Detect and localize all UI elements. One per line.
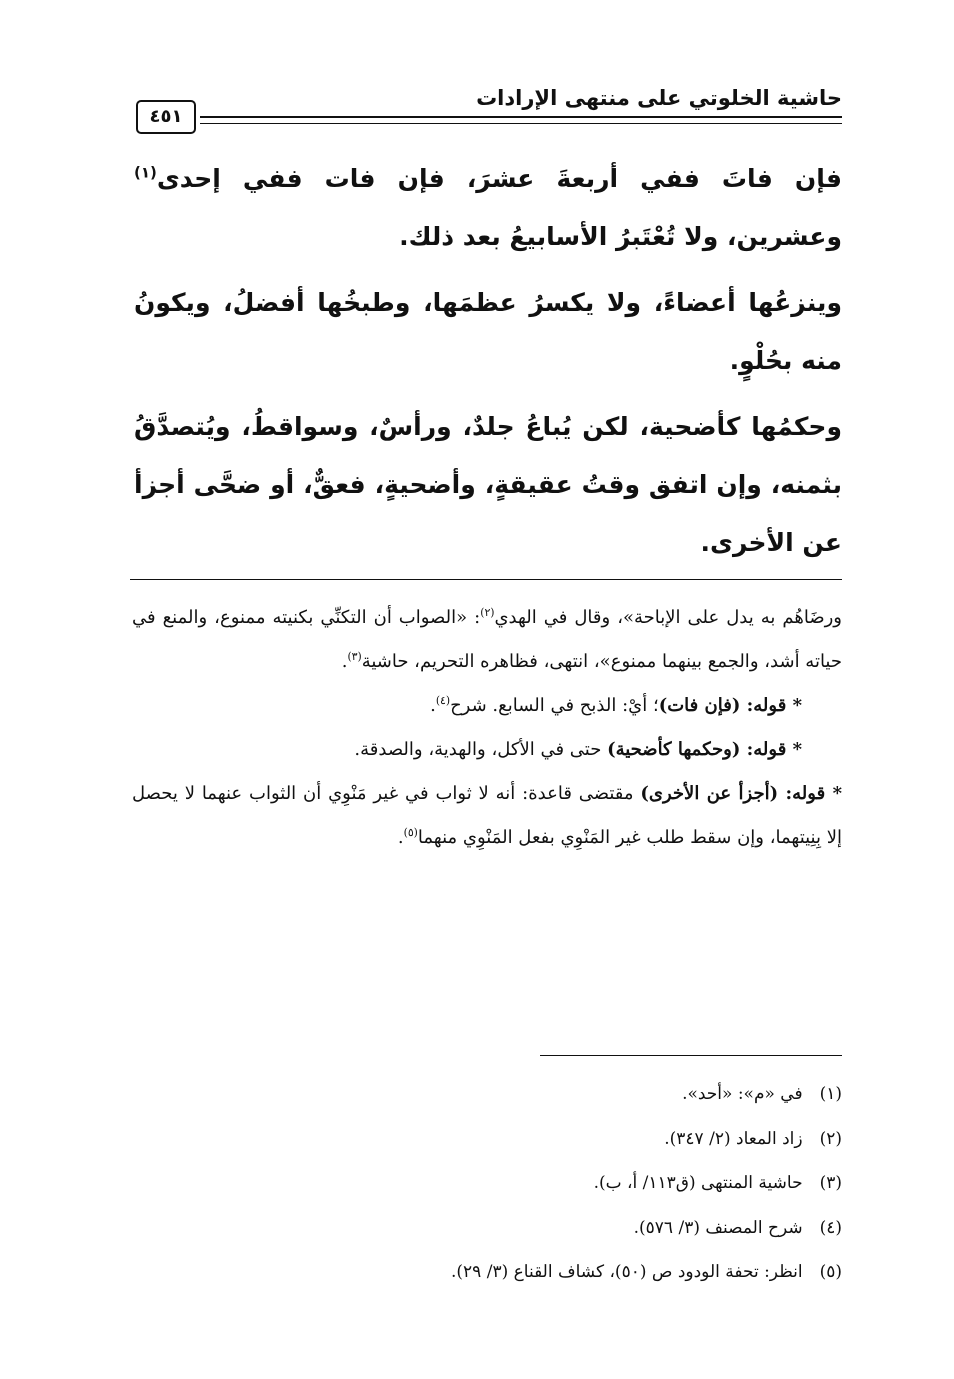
footnote-text: انظر: تحفة الودود ص (٥٠)، كشاف القناع (٣/ ٢٩). <box>450 1262 803 1282</box>
footnote-text: حاشية المنتهى (ق١١٣/ أ، ب). <box>593 1173 803 1193</box>
footnote <box>132 1117 842 1162</box>
note-text: ؛ أيْ: الذبح في السابع. شرح <box>450 695 659 716</box>
footnote-ref: (١) <box>134 163 157 182</box>
commentary-note <box>132 772 842 860</box>
commentary-segment: . <box>341 651 348 672</box>
commentary-segment: : «الصواب أن التكنِّي بكنيته ممنوع، والمنع في حياته أشد، والجمع بينهما ممنوع»، انتهى، فظاهره التحريم، حاشية <box>132 607 842 672</box>
footnote <box>132 1250 842 1295</box>
note-text: حتى في الأكل، والهدية، والصدقة. <box>354 739 608 760</box>
footnote-number: (٤) <box>819 1217 842 1238</box>
footnote-text: زاد المعاد (٢/ ٣٤٧). <box>664 1128 803 1149</box>
running-title: حاشية الخلوتي على منتهى الإرادات <box>476 86 842 110</box>
footnote-text: في «م»: «أحد». <box>682 1084 803 1104</box>
footnote-number: (١) <box>819 1084 842 1104</box>
footnote-number: (٥) <box>819 1262 842 1282</box>
footnote-ref: (٥) <box>403 826 418 839</box>
footnote-ref: (٢) <box>480 606 495 619</box>
main-divider <box>130 579 842 580</box>
note-text: . <box>397 827 404 848</box>
main-paragraph: وحكمُها كأضحية، لكن يُباعُ جلدٌ، ورأسٌ، وسواقطُ، ويُتصدَّقُ بثمنه، وإن اتفق وقتُ عقيقةٍ، وأضحيةٍ، فعقٌّ، أو ضحَّى أجزأ عن الأخرى. <box>134 412 842 557</box>
commentary-note <box>132 728 802 772</box>
footnotes <box>132 1072 842 1295</box>
note-lead: * قوله: <box>740 739 802 760</box>
main-text-segment: وعشرين، ولا تُعْتَبرُ الأسابيعُ بعد ذلك. <box>399 222 842 251</box>
footnote-number: (٢) <box>819 1128 842 1149</box>
header-rule <box>200 116 842 124</box>
commentary-paragraph <box>132 596 842 684</box>
note-text: مقتضى قاعدة: أنه لا ثواب في غير مَنْوِي أن الثواب عنهما لا يحصل إلا بِنِيتهما، وإن سقط طلب غير المَنْوِي بفعل المَنْوِي منهما <box>132 783 842 848</box>
commentary-segment: ورضَاهُم به يدل على الإباحة»، وقال في الهدي <box>494 607 842 628</box>
footnote <box>132 1206 842 1251</box>
footnote-text: شرح المصنف (٣/ ٥٧٦). <box>633 1217 803 1238</box>
main-text <box>134 150 842 580</box>
footnote-ref: (٣) <box>347 650 362 663</box>
footnote <box>132 1072 842 1117</box>
footnote-number: (٣) <box>819 1173 842 1193</box>
note-quote: (أجزأ عن الأخرى) <box>640 783 779 804</box>
commentary-note <box>132 684 802 728</box>
note-quote: (وحكمها كأضحية) <box>607 739 741 760</box>
note-text: . <box>430 695 436 716</box>
footnote <box>132 1161 842 1206</box>
note-quote: (فإن فات) <box>658 695 741 716</box>
main-paragraph: وينزعُها أعضاءً، ولا يكسرُ عظمَها، وطبخُها أفضلُ، ويكونُ منه بحُلْوٍ. <box>134 288 842 375</box>
footnote-ref: (٤) <box>435 694 451 707</box>
main-paragraph <box>134 150 842 266</box>
footnote-divider <box>540 1055 842 1056</box>
commentary <box>132 596 842 860</box>
page-number: ٤٥١ <box>136 100 196 134</box>
main-text-segment: فإن فاتَ ففي أربعةَ عشرَ، فإن فات ففي إحدى <box>156 164 842 193</box>
note-lead: * قوله: <box>740 695 802 716</box>
note-lead: * قوله: <box>778 783 842 804</box>
